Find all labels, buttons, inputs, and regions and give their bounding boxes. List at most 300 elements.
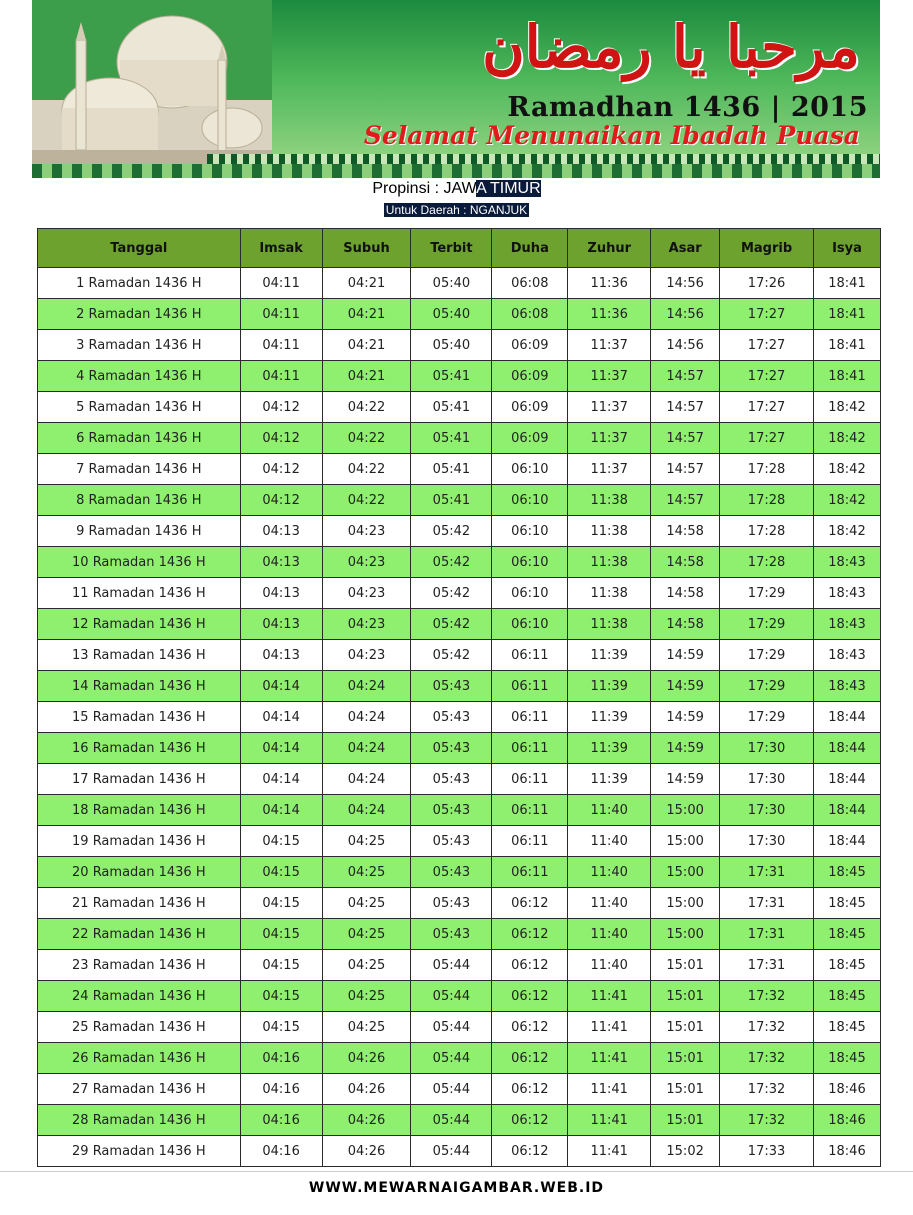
table-row xyxy=(38,950,881,981)
time-cell: 11:37 xyxy=(568,423,651,454)
time-cell: 05:42 xyxy=(411,516,492,547)
time-cell: 04:23 xyxy=(322,547,411,578)
time-cell: 04:24 xyxy=(322,733,411,764)
date-cell: 13 Ramadan 1436 H xyxy=(38,640,241,671)
time-cell: 04:16 xyxy=(240,1105,322,1136)
time-cell: 18:41 xyxy=(813,361,880,392)
time-cell: 18:41 xyxy=(813,268,880,299)
col-header: Asar xyxy=(651,229,720,268)
date-cell: 25 Ramadan 1436 H xyxy=(38,1012,241,1043)
mosque-illustration xyxy=(32,0,272,178)
time-cell: 14:59 xyxy=(651,640,720,671)
table-row xyxy=(38,981,881,1012)
time-cell: 14:58 xyxy=(651,609,720,640)
time-cell: 15:01 xyxy=(651,1043,720,1074)
table-row xyxy=(38,1074,881,1105)
time-cell: 05:43 xyxy=(411,826,492,857)
time-cell: 14:58 xyxy=(651,578,720,609)
col-header: Terbit xyxy=(411,229,492,268)
table-row xyxy=(38,795,881,826)
time-cell: 18:44 xyxy=(813,733,880,764)
date-cell: 10 Ramadan 1436 H xyxy=(38,547,241,578)
time-cell: 06:12 xyxy=(492,888,568,919)
time-cell: 11:41 xyxy=(568,1074,651,1105)
time-cell: 05:44 xyxy=(411,1105,492,1136)
time-cell: 05:40 xyxy=(411,299,492,330)
table-header-row xyxy=(38,229,881,268)
time-cell: 04:21 xyxy=(322,330,411,361)
time-cell: 06:12 xyxy=(492,981,568,1012)
time-cell: 04:14 xyxy=(240,671,322,702)
time-cell: 15:01 xyxy=(651,1074,720,1105)
time-cell: 04:25 xyxy=(322,1012,411,1043)
table-row xyxy=(38,1043,881,1074)
time-cell: 04:26 xyxy=(322,1043,411,1074)
time-cell: 04:11 xyxy=(240,330,322,361)
time-cell: 05:40 xyxy=(411,330,492,361)
time-cell: 05:42 xyxy=(411,547,492,578)
time-cell: 17:31 xyxy=(720,950,814,981)
time-cell: 04:13 xyxy=(240,640,322,671)
date-cell: 12 Ramadan 1436 H xyxy=(38,609,241,640)
table-row xyxy=(38,888,881,919)
time-cell: 04:26 xyxy=(322,1105,411,1136)
time-cell: 18:45 xyxy=(813,981,880,1012)
footer-divider xyxy=(0,1171,913,1172)
time-cell: 04:25 xyxy=(322,857,411,888)
time-cell: 04:15 xyxy=(240,950,322,981)
time-cell: 18:42 xyxy=(813,392,880,423)
table-row xyxy=(38,268,881,299)
time-cell: 17:31 xyxy=(720,857,814,888)
time-cell: 11:39 xyxy=(568,640,651,671)
date-cell: 16 Ramadan 1436 H xyxy=(38,733,241,764)
time-cell: 17:31 xyxy=(720,888,814,919)
date-cell: 15 Ramadan 1436 H xyxy=(38,702,241,733)
time-cell: 06:12 xyxy=(492,1012,568,1043)
date-cell: 18 Ramadan 1436 H xyxy=(38,795,241,826)
time-cell: 04:24 xyxy=(322,702,411,733)
time-cell: 17:28 xyxy=(720,454,814,485)
date-cell: 27 Ramadan 1436 H xyxy=(38,1074,241,1105)
time-cell: 05:43 xyxy=(411,764,492,795)
time-cell: 04:22 xyxy=(322,392,411,423)
time-cell: 04:25 xyxy=(322,826,411,857)
time-cell: 14:57 xyxy=(651,361,720,392)
time-cell: 04:25 xyxy=(322,950,411,981)
table-row xyxy=(38,857,881,888)
table-row xyxy=(38,1136,881,1167)
time-cell: 05:41 xyxy=(411,392,492,423)
time-cell: 18:42 xyxy=(813,485,880,516)
time-cell: 04:23 xyxy=(322,609,411,640)
time-cell: 17:29 xyxy=(720,640,814,671)
time-cell: 17:29 xyxy=(720,702,814,733)
time-cell: 11:38 xyxy=(568,609,651,640)
time-cell: 14:56 xyxy=(651,268,720,299)
arabic-title: مرحبا يا رمضان xyxy=(482,13,860,81)
col-header: Subuh xyxy=(322,229,411,268)
time-cell: 17:26 xyxy=(720,268,814,299)
province-line xyxy=(0,180,913,198)
ornament-border xyxy=(207,154,880,164)
time-cell: 04:21 xyxy=(322,361,411,392)
time-cell: 18:42 xyxy=(813,454,880,485)
province-highlight: A TIMUR xyxy=(476,180,541,197)
time-cell: 04:26 xyxy=(322,1136,411,1167)
time-cell: 11:41 xyxy=(568,1012,651,1043)
time-cell: 15:01 xyxy=(651,1105,720,1136)
time-cell: 04:13 xyxy=(240,516,322,547)
table-row xyxy=(38,702,881,733)
time-cell: 04:26 xyxy=(322,1074,411,1105)
time-cell: 11:40 xyxy=(568,919,651,950)
footer-site-url: WWW.MEWARNAIGAMBAR.WEB.ID xyxy=(308,1180,605,1196)
time-cell: 06:08 xyxy=(492,268,568,299)
time-cell: 15:00 xyxy=(651,826,720,857)
time-cell: 05:41 xyxy=(411,361,492,392)
table-row xyxy=(38,330,881,361)
time-cell: 17:29 xyxy=(720,671,814,702)
time-cell: 11:37 xyxy=(568,330,651,361)
time-cell: 04:12 xyxy=(240,392,322,423)
date-cell: 19 Ramadan 1436 H xyxy=(38,826,241,857)
province-label: Propinsi : JAW xyxy=(372,180,477,197)
time-cell: 18:42 xyxy=(813,423,880,454)
date-cell: 6 Ramadan 1436 H xyxy=(38,423,241,454)
time-cell: 14:59 xyxy=(651,764,720,795)
table-row xyxy=(38,361,881,392)
time-cell: 06:12 xyxy=(492,1105,568,1136)
time-cell: 04:14 xyxy=(240,702,322,733)
col-header: Zuhur xyxy=(568,229,651,268)
col-header: Magrib xyxy=(720,229,814,268)
time-cell: 18:45 xyxy=(813,1043,880,1074)
time-cell: 04:21 xyxy=(322,299,411,330)
date-cell: 5 Ramadan 1436 H xyxy=(38,392,241,423)
time-cell: 17:28 xyxy=(720,547,814,578)
time-cell: 06:12 xyxy=(492,919,568,950)
time-cell: 14:58 xyxy=(651,516,720,547)
table-row xyxy=(38,516,881,547)
time-cell: 17:33 xyxy=(720,1136,814,1167)
table-row xyxy=(38,1012,881,1043)
date-cell: 26 Ramadan 1436 H xyxy=(38,1043,241,1074)
time-cell: 05:44 xyxy=(411,1074,492,1105)
time-cell: 18:46 xyxy=(813,1105,880,1136)
time-cell: 06:11 xyxy=(492,826,568,857)
time-cell: 18:41 xyxy=(813,330,880,361)
table-row xyxy=(38,578,881,609)
time-cell: 17:27 xyxy=(720,299,814,330)
time-cell: 05:43 xyxy=(411,919,492,950)
time-cell: 04:14 xyxy=(240,733,322,764)
time-cell: 11:37 xyxy=(568,361,651,392)
time-cell: 06:11 xyxy=(492,702,568,733)
date-cell: 23 Ramadan 1436 H xyxy=(38,950,241,981)
time-cell: 05:44 xyxy=(411,981,492,1012)
time-cell: 11:41 xyxy=(568,1105,651,1136)
time-cell: 04:24 xyxy=(322,795,411,826)
time-cell: 18:46 xyxy=(813,1074,880,1105)
time-cell: 04:15 xyxy=(240,919,322,950)
time-cell: 04:11 xyxy=(240,268,322,299)
date-cell: 8 Ramadan 1436 H xyxy=(38,485,241,516)
time-cell: 15:01 xyxy=(651,981,720,1012)
time-cell: 11:38 xyxy=(568,485,651,516)
time-cell: 04:15 xyxy=(240,826,322,857)
date-cell: 11 Ramadan 1436 H xyxy=(38,578,241,609)
time-cell: 18:46 xyxy=(813,1136,880,1167)
time-cell: 06:09 xyxy=(492,423,568,454)
time-cell: 18:44 xyxy=(813,795,880,826)
date-cell: 17 Ramadan 1436 H xyxy=(38,764,241,795)
time-cell: 06:10 xyxy=(492,485,568,516)
time-cell: 06:09 xyxy=(492,392,568,423)
time-cell: 06:11 xyxy=(492,795,568,826)
time-cell: 14:57 xyxy=(651,392,720,423)
header-banner xyxy=(32,0,880,178)
time-cell: 18:42 xyxy=(813,516,880,547)
time-cell: 05:43 xyxy=(411,857,492,888)
time-cell: 11:36 xyxy=(568,268,651,299)
time-cell: 04:13 xyxy=(240,609,322,640)
time-cell: 11:39 xyxy=(568,702,651,733)
time-cell: 18:45 xyxy=(813,950,880,981)
time-cell: 04:16 xyxy=(240,1074,322,1105)
time-cell: 18:45 xyxy=(813,919,880,950)
time-cell: 06:10 xyxy=(492,547,568,578)
date-cell: 22 Ramadan 1436 H xyxy=(38,919,241,950)
time-cell: 14:57 xyxy=(651,454,720,485)
time-cell: 17:30 xyxy=(720,826,814,857)
time-cell: 06:12 xyxy=(492,950,568,981)
time-cell: 06:12 xyxy=(492,1136,568,1167)
time-cell: 05:44 xyxy=(411,1136,492,1167)
time-cell: 18:43 xyxy=(813,671,880,702)
time-cell: 17:27 xyxy=(720,330,814,361)
time-cell: 04:15 xyxy=(240,888,322,919)
time-cell: 18:45 xyxy=(813,1012,880,1043)
table-row xyxy=(38,547,881,578)
time-cell: 11:37 xyxy=(568,392,651,423)
time-cell: 18:45 xyxy=(813,857,880,888)
time-cell: 15:00 xyxy=(651,919,720,950)
time-cell: 17:29 xyxy=(720,609,814,640)
time-cell: 04:23 xyxy=(322,640,411,671)
time-cell: 15:00 xyxy=(651,857,720,888)
col-header: Duha xyxy=(492,229,568,268)
time-cell: 14:56 xyxy=(651,330,720,361)
date-cell: 1 Ramadan 1436 H xyxy=(38,268,241,299)
table-row xyxy=(38,454,881,485)
time-cell: 06:11 xyxy=(492,671,568,702)
time-cell: 14:59 xyxy=(651,671,720,702)
table-row xyxy=(38,485,881,516)
time-cell: 05:44 xyxy=(411,1012,492,1043)
time-cell: 05:43 xyxy=(411,888,492,919)
time-cell: 06:10 xyxy=(492,516,568,547)
date-cell: 4 Ramadan 1436 H xyxy=(38,361,241,392)
col-header: Isya xyxy=(813,229,880,268)
time-cell: 17:32 xyxy=(720,1074,814,1105)
time-cell: 04:12 xyxy=(240,454,322,485)
time-cell: 14:57 xyxy=(651,423,720,454)
time-cell: 04:13 xyxy=(240,547,322,578)
table-row xyxy=(38,423,881,454)
time-cell: 17:30 xyxy=(720,733,814,764)
time-cell: 18:45 xyxy=(813,888,880,919)
time-cell: 18:41 xyxy=(813,299,880,330)
time-cell: 18:44 xyxy=(813,826,880,857)
time-cell: 05:43 xyxy=(411,795,492,826)
time-cell: 11:41 xyxy=(568,1043,651,1074)
time-cell: 04:25 xyxy=(322,888,411,919)
date-cell: 29 Ramadan 1436 H xyxy=(38,1136,241,1167)
greeting-text: Selamat Menunaikan Ibadah Puasa xyxy=(363,121,860,150)
time-cell: 04:22 xyxy=(322,423,411,454)
table-row xyxy=(38,733,881,764)
time-cell: 17:30 xyxy=(720,795,814,826)
time-cell: 04:12 xyxy=(240,485,322,516)
time-cell: 11:38 xyxy=(568,516,651,547)
time-cell: 11:41 xyxy=(568,1136,651,1167)
time-cell: 11:38 xyxy=(568,578,651,609)
time-cell: 04:16 xyxy=(240,1136,322,1167)
time-cell: 05:41 xyxy=(411,423,492,454)
time-cell: 17:27 xyxy=(720,392,814,423)
date-cell: 21 Ramadan 1436 H xyxy=(38,888,241,919)
time-cell: 05:42 xyxy=(411,640,492,671)
time-cell: 11:41 xyxy=(568,981,651,1012)
date-cell: 2 Ramadan 1436 H xyxy=(38,299,241,330)
time-cell: 17:29 xyxy=(720,578,814,609)
table-row xyxy=(38,671,881,702)
time-cell: 11:40 xyxy=(568,826,651,857)
time-cell: 06:11 xyxy=(492,640,568,671)
date-cell: 14 Ramadan 1436 H xyxy=(38,671,241,702)
time-cell: 14:59 xyxy=(651,702,720,733)
table-row xyxy=(38,609,881,640)
time-cell: 04:14 xyxy=(240,764,322,795)
time-cell: 14:59 xyxy=(651,733,720,764)
time-cell: 17:32 xyxy=(720,1043,814,1074)
time-cell: 11:39 xyxy=(568,733,651,764)
time-cell: 11:39 xyxy=(568,764,651,795)
time-cell: 17:32 xyxy=(720,1012,814,1043)
table-row xyxy=(38,826,881,857)
time-cell: 05:40 xyxy=(411,268,492,299)
time-cell: 04:22 xyxy=(322,485,411,516)
time-cell: 06:11 xyxy=(492,733,568,764)
time-cell: 17:27 xyxy=(720,361,814,392)
time-cell: 06:11 xyxy=(492,764,568,795)
time-cell: 04:11 xyxy=(240,299,322,330)
year-title: Ramadhan 1436 | 2015 xyxy=(507,92,868,123)
time-cell: 04:12 xyxy=(240,423,322,454)
date-cell: 28 Ramadan 1436 H xyxy=(38,1105,241,1136)
time-cell: 14:58 xyxy=(651,547,720,578)
time-cell: 11:40 xyxy=(568,795,651,826)
time-cell: 06:09 xyxy=(492,330,568,361)
time-cell: 05:41 xyxy=(411,485,492,516)
time-cell: 17:32 xyxy=(720,981,814,1012)
time-cell: 15:02 xyxy=(651,1136,720,1167)
time-cell: 06:10 xyxy=(492,454,568,485)
time-cell: 15:01 xyxy=(651,1012,720,1043)
time-cell: 05:44 xyxy=(411,950,492,981)
time-cell: 04:13 xyxy=(240,578,322,609)
time-cell: 18:44 xyxy=(813,764,880,795)
time-cell: 18:43 xyxy=(813,578,880,609)
time-cell: 05:44 xyxy=(411,1043,492,1074)
time-cell: 05:43 xyxy=(411,671,492,702)
time-cell: 17:32 xyxy=(720,1105,814,1136)
ornament-base xyxy=(32,164,880,178)
table-row xyxy=(38,1105,881,1136)
time-cell: 04:15 xyxy=(240,981,322,1012)
time-cell: 04:25 xyxy=(322,919,411,950)
time-cell: 06:12 xyxy=(492,1043,568,1074)
time-cell: 04:24 xyxy=(322,764,411,795)
time-cell: 11:40 xyxy=(568,950,651,981)
date-cell: 20 Ramadan 1436 H xyxy=(38,857,241,888)
time-cell: 11:36 xyxy=(568,299,651,330)
time-cell: 06:09 xyxy=(492,361,568,392)
time-cell: 04:15 xyxy=(240,1012,322,1043)
time-cell: 17:27 xyxy=(720,423,814,454)
time-cell: 04:15 xyxy=(240,857,322,888)
table-row xyxy=(38,919,881,950)
time-cell: 17:31 xyxy=(720,919,814,950)
prayer-schedule-table xyxy=(37,228,881,1167)
date-cell: 24 Ramadan 1436 H xyxy=(38,981,241,1012)
time-cell: 11:37 xyxy=(568,454,651,485)
time-cell: 17:28 xyxy=(720,516,814,547)
time-cell: 06:12 xyxy=(492,1074,568,1105)
time-cell: 14:57 xyxy=(651,485,720,516)
time-cell: 15:00 xyxy=(651,795,720,826)
time-cell: 05:43 xyxy=(411,733,492,764)
col-header: Imsak xyxy=(240,229,322,268)
time-cell: 04:22 xyxy=(322,454,411,485)
date-cell: 7 Ramadan 1436 H xyxy=(38,454,241,485)
time-cell: 06:10 xyxy=(492,578,568,609)
col-header: Tanggal xyxy=(38,229,241,268)
date-cell: 9 Ramadan 1436 H xyxy=(38,516,241,547)
time-cell: 04:25 xyxy=(322,981,411,1012)
time-cell: 11:39 xyxy=(568,671,651,702)
region-line xyxy=(0,203,913,217)
table-row xyxy=(38,299,881,330)
region-label: Untuk Daerah : NGANJUK xyxy=(385,203,528,217)
time-cell: 04:14 xyxy=(240,795,322,826)
time-cell: 15:01 xyxy=(651,950,720,981)
time-cell: 18:43 xyxy=(813,640,880,671)
time-cell: 05:43 xyxy=(411,702,492,733)
time-cell: 05:42 xyxy=(411,578,492,609)
time-cell: 11:40 xyxy=(568,888,651,919)
time-cell: 06:08 xyxy=(492,299,568,330)
time-cell: 18:43 xyxy=(813,609,880,640)
time-cell: 15:00 xyxy=(651,888,720,919)
time-cell: 04:23 xyxy=(322,516,411,547)
table-row xyxy=(38,640,881,671)
time-cell: 11:40 xyxy=(568,857,651,888)
time-cell: 05:41 xyxy=(411,454,492,485)
time-cell: 04:24 xyxy=(322,671,411,702)
date-cell: 3 Ramadan 1436 H xyxy=(38,330,241,361)
